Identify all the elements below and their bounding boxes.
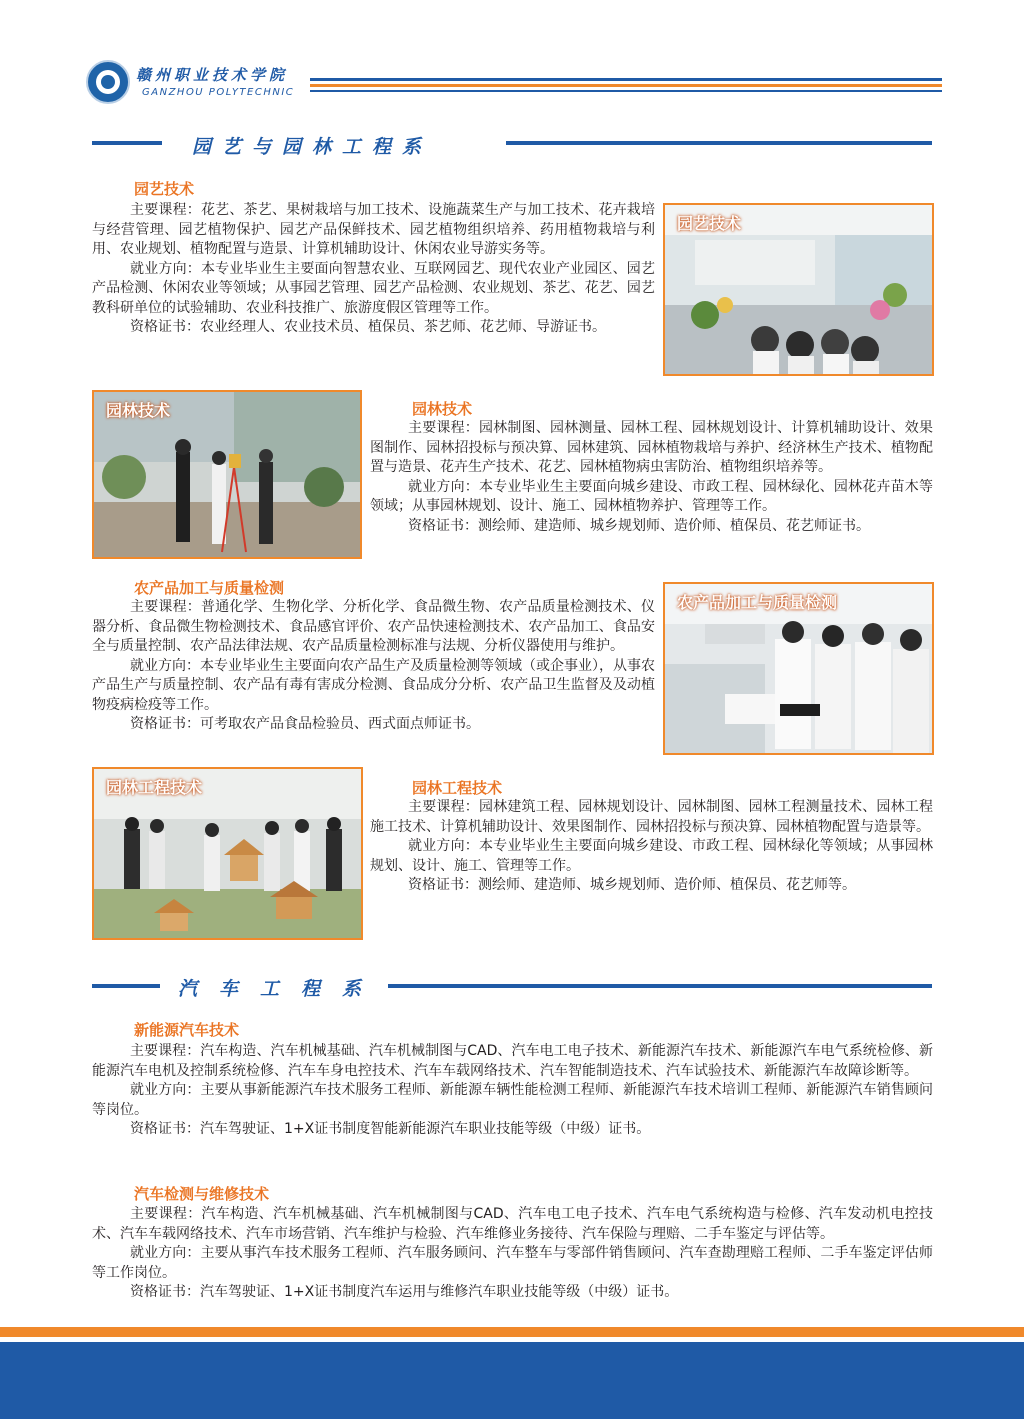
photo-label-yuanlingongcheng: 园林工程技术 <box>106 778 203 797</box>
certificate-text: 资格证书：农业经理人、农业技术员、植保员、茶艺师、花艺师、导游证书。 <box>130 319 606 335</box>
program-title-jiance: 汽车检测与维修技术 <box>134 1185 270 1203</box>
section-bar-left <box>92 141 162 145</box>
program-title-xinnengyuan: 新能源汽车技术 <box>134 1021 240 1039</box>
certificate-text: 资格证书：可考取农产品食品检验员、西式面点师证书。 <box>130 716 480 732</box>
courses-text: 主要课程：汽车构造、汽车机械基础、汽车机械制图与CAD、汽车电工电子技术、汽车电气系统构造与检修、汽车发动机电控技术、汽车车载网络技术、汽车市场营销、汽车维护与检验、汽车维修业务接待、汽车保险与理赔、二手车鉴定与评估等。 <box>92 1206 933 1242</box>
program-title-yuanlingongcheng: 园林工程技术 <box>412 779 503 797</box>
photo-yuanlin-survey <box>92 390 362 559</box>
certificate-text: 资格证书：汽车驾驶证、1+X证书制度汽车运用与维修汽车职业技能等级（中级）证书。 <box>130 1284 679 1300</box>
certificate-text: 资格证书：测绘师、建造师、城乡规划师、造价师、植保员、花艺师等。 <box>408 877 856 893</box>
courses-text: 主要课程：园林建筑工程、园林规划设计、园林制图、园林工程测量技术、园林工程施工技术、计算机辅助设计、效果图制作、园林招投标与预决算、园林植物配置与造景等。 <box>370 799 933 835</box>
photo-label-yuanlin: 园林技术 <box>106 401 171 420</box>
program-body-yuanlin <box>370 419 933 536</box>
program-body-jiance <box>92 1205 933 1303</box>
program-body-nongchanpin <box>92 598 655 735</box>
photo-nongchanpin-lab <box>663 582 934 755</box>
school-name-cn: 赣州职业技术学院 <box>136 66 289 84</box>
program-body-xinnengyuan <box>92 1042 933 1140</box>
program-title-yuanlin: 园林技术 <box>412 400 473 418</box>
career-text: 就业方向：主要从事汽车技术服务工程师、汽车服务顾问、汽车整车与零部件销售顾问、汽车查勘理赔工程师、二手车鉴定评估师等工作岗位。 <box>92 1245 933 1281</box>
program-title-yuanyi: 园艺技术 <box>134 180 195 198</box>
photo-label-nongchanpin: 农产品加工与质量检测 <box>677 593 838 612</box>
section-title-automotive: 汽车工程系 <box>178 978 384 1000</box>
section-bar-left-auto <box>92 984 160 988</box>
courses-text: 主要课程：花艺、茶艺、果树栽培与加工技术、设施蔬菜生产与加工技术、花卉栽培与经营管理、园艺植物保护、园艺产品保鲜技术、园艺植物组织培养、药用植物栽培与利用、农业规划、植物配置与造景、计算机辅助设计、休闲农业导游实务等。 <box>92 202 655 257</box>
certificate-text: 资格证书：测绘师、建造师、城乡规划师、造价师、植保员、花艺师证书。 <box>408 517 870 534</box>
courses-text: 主要课程：园林制图、园林测量、园林工程、园林规划设计、计算机辅助设计、效果图制作、园林招投标与预决算、园林建筑、园林植物栽培与养护、经济林生产技术、植物配置与造景、花卉生产技术、花艺、园林植物病虫害防治、植物组织培养等。 <box>370 420 933 475</box>
courses-text: 主要课程：汽车构造、汽车机械基础、汽车机械制图与CAD、汽车电工电子技术、新能源汽车技术、新能源汽车电气系统检修、新能源汽车电机及控制系统检修、汽车车身电控技术、汽车车载网络技术、汽车智能制造技术、汽车试验技术、新能源汽车故障诊断等。 <box>92 1043 933 1079</box>
photo-yuanlingongcheng-model <box>92 767 363 940</box>
career-text: 就业方向：本专业毕业生主要面向智慧农业、互联网园艺、现代农业产业园区、园艺产品检测、休闲农业等领域；从事园艺管理、园艺产品检测、农业规划、茶艺、花艺、园艺教科研单位的试验辅助、农业科技推广、旅游度假区管理等工作。 <box>92 260 655 316</box>
certificate-text: 资格证书：汽车驾驶证、1+X证书制度智能新能源汽车职业技能等级（中级）证书。 <box>130 1121 651 1137</box>
program-title-nongchanpin: 农产品加工与质量检测 <box>134 579 285 597</box>
section-bar-right <box>506 141 932 145</box>
photo-yuanyi-classroom <box>663 203 934 376</box>
header-rule-blue-2 <box>310 90 942 92</box>
header-rule-blue <box>310 78 942 81</box>
footer-band-blue <box>0 1342 1024 1419</box>
program-body-yuanlingongcheng <box>370 798 933 896</box>
program-body-yuanyi <box>92 201 655 338</box>
school-name-en: GANZHOU POLYTECHNIC <box>142 87 295 98</box>
courses-text: 主要课程：普通化学、生物化学、分析化学、食品微生物、农产品质量检测技术、仪器分析、食品微生物检测技术、食品感官评价、农产品快速检测技术、农产品加工、食品安全与质量控制、农产品法律法规、农产品质量检测标准与法规、分析仪器使用与维护。 <box>92 599 655 654</box>
section-title-horticulture: 园艺与园林工程系 <box>192 136 433 158</box>
header-rule-orange <box>310 84 942 87</box>
career-text: 就业方向：本专业毕业生主要面向城乡建设、市政工程、园林绿化等领域；从事园林规划、设计、施工、管理等工作。 <box>370 838 933 874</box>
career-text: 就业方向：主要从事新能源汽车技术服务工程师、新能源车辆性能检测工程师、新能源汽车技术培训工程师、新能源汽车销售顾问等岗位。 <box>92 1082 933 1118</box>
school-logo <box>86 60 130 104</box>
section-bar-right-auto <box>388 984 932 988</box>
footer-band-orange <box>0 1327 1024 1337</box>
career-text: 就业方向：本专业毕业生主要面向农产品生产及质量检测等领域（或企事业），从事农产品生产与质量控制、农产品有毒有害成分检测、食品成分分析、农产品卫生监督及及动植物疫病检疫等工作。 <box>92 657 655 713</box>
career-text: 就业方向：本专业毕业生主要面向城乡建设、市政工程、园林绿化、园林花卉苗木等领域；从事园林规划、设计、施工、园林植物养护、管理等工作。 <box>370 478 933 514</box>
photo-label-yuanyi: 园艺技术 <box>677 214 742 233</box>
